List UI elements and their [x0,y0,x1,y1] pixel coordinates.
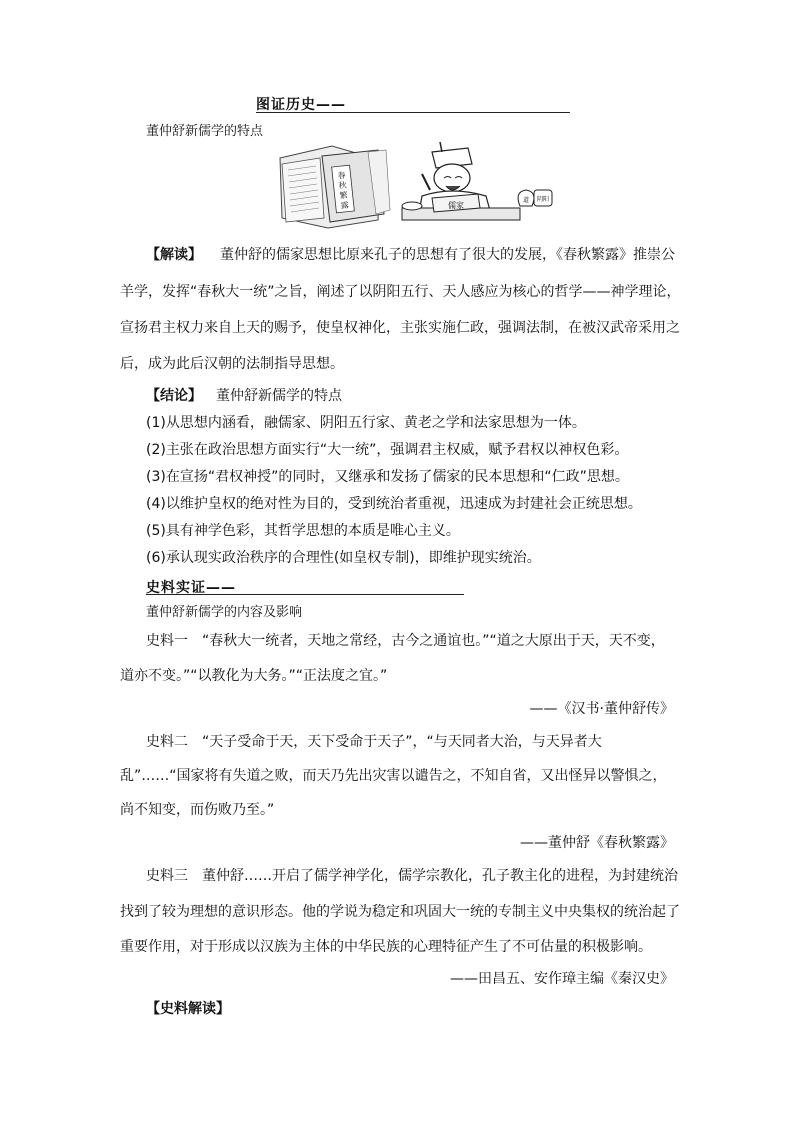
source3-citation: ——田昌五、安作璋主编《秦汉史》 [450,971,674,987]
svg-text:道: 道 [522,197,530,204]
illustration-svg [272,138,562,230]
book-title-char-3: 繁 [339,190,349,201]
jiedu-line-1 [146,246,675,264]
jielun-item-4: (4)以维护皇权的绝对性为目的，受到统治者重视，迅速成为封建社会正统思想。 [146,496,642,512]
jiedu-line-2: 羊学，发挥“春秋大一统”之旨，阐述了以阴阳五行、天人感应为核心的哲学——神学理论， [120,284,681,300]
section-header-rule [256,112,570,113]
jielun-item-5: (5)具有神学色彩，其哲学思想的本质是唯心主义。 [146,523,460,539]
jielun-item-2: (2)主张在政治思想方面实行“大一统”，强调君主权威，赋予君权以神权色彩。 [146,442,629,458]
source2-line-3: 尚不知变，而伤败乃至。” [120,802,275,818]
svg-text:儒家: 儒家 [448,201,464,210]
jars [518,190,552,206]
source1-citation: ——《汉书·董仲舒传》 [529,701,674,717]
jiedu-line-4: 后，成为此后汉朝的法制指导思想。 [120,356,344,372]
section-header-shiliao: 史料实证—— [146,580,236,596]
source1-line-2: 道亦不变。”“以教化为大务。”“正法度之宜。” [120,668,388,684]
source2-citation: ——董仲舒《春秋繁露》 [520,835,674,851]
source3-line-3: 重要作用，对于形成以汉族为主体的中华民族的心理特征产生了不可估量的积极影响。 [120,939,652,955]
jielun-item-1: (1)从思想内涵看，融儒家、阴阳五行家、黄老之学和法家思想为一体。 [146,415,586,431]
jielun-item-6: (6)承认现实政治秩序的合理性(如皇权专制)，即维护现实统治。 [146,550,541,566]
jielun-tag: 【结论】 [146,388,202,404]
book-title-char-4: 露 [340,200,350,211]
source1-line-1: 史料一 “春秋大一统者，天地之常经，古今之通谊也。”“道之大原出于天，天不变， [146,633,665,649]
shiliao-jiedu-tag: 【史料解读】 [146,1001,230,1017]
book-title-char-1: 春 [337,170,347,181]
section2-caption: 董仲舒新儒学的内容及影响 [146,605,303,620]
section-caption: 董仲舒新儒学的特点 [146,124,264,139]
source2-line-1: 史料二 “天子受命于天，天下受命于天子”，“与天同者大治，与天异者大 [146,734,602,750]
source3-line-1: 史料三 董仲舒……开启了儒学神学化，儒学宗教化，孔子教主化的进程，为封建统治 [146,868,678,884]
jielun-title: 董仲舒新儒学的特点 [216,388,342,404]
section-header-tuzheng: 图证历史—— [256,97,346,113]
book-title-char-2: 秋 [338,180,348,191]
jiedu-tag: 【解读】 [146,247,202,263]
svg-text:阴阳: 阴阳 [536,196,550,203]
section2-header-rule [146,594,464,595]
jiedu-line-3: 宣扬君主权力来自上天的赐予，使皇权神化，主张实施仁政，强调法制，在被汉武帝采用之 [120,320,680,336]
source2-line-2: 乱”……“国家将有失道之败，而天乃先出灾害以谴告之，不知自省，又出怪异以警惧之， [120,768,667,784]
source3-line-2: 找到了较为理想的意识形态。他的学说为稳定和巩固大一统的专制主义中央集权的统治起了 [120,904,680,920]
scholar-figure [402,142,520,220]
jielun-item-3: (3)在宣扬“君权神授”的同时，又继承和发扬了儒家的民本思想和“仁政”思想。 [146,469,629,485]
jiedu-text-1: 董仲舒的儒家思想比原来孔子的思想有了很大的发展，《春秋繁露》推崇公 [220,247,675,263]
jielun-heading [146,387,342,405]
illustration [272,138,562,230]
